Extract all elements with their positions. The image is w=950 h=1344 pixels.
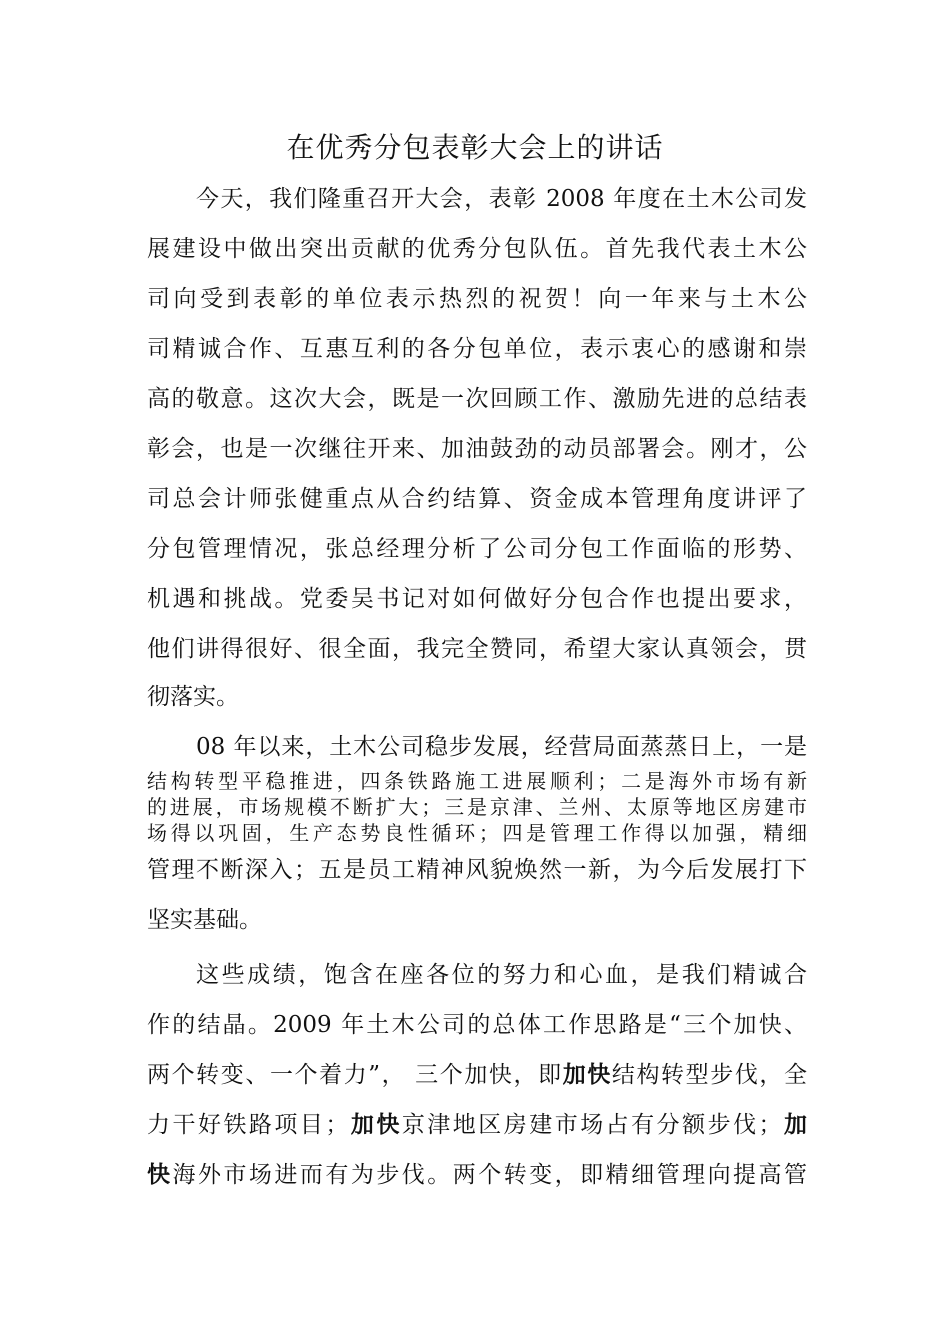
text-run: 结构转型步伐，全 <box>611 1062 808 1088</box>
paragraph-3-line: 作的结晶。2009 年土木公司的总体工作思路是“三个加快、 <box>147 1012 807 1038</box>
paragraph-1-line: 机遇和挑战。党委吴书记对如何做好分包合作也提出要求， <box>147 586 807 612</box>
paragraph-1-line: 司精诚合作、互惠互利的各分包单位，表示衷心的感谢和崇 <box>147 336 807 362</box>
text-run: 京津地区房建市场占有分额步伐； <box>401 1112 782 1138</box>
paragraph-3-line <box>147 1158 807 1192</box>
bold-text-run: 加快 <box>348 1112 402 1138</box>
paragraph-3-line <box>147 1058 807 1092</box>
paragraph-2-line: 管理不断深入；五是员工精神风貌焕然一新，为今后发展打下 <box>147 857 807 883</box>
bold-text-run: 加 <box>781 1112 808 1138</box>
paragraph-2-line: 结构转型平稳推进，四条铁路施工进展顺利；二是海外市场有新 <box>147 769 807 793</box>
bold-text-run: 快 <box>147 1162 173 1188</box>
paragraph-1-line: 彰会，也是一次继往开来、加油鼓劲的动员部署会。刚才，公 <box>147 436 807 462</box>
paragraph-3-line: 这些成绩，饱含在座各位的努力和心血，是我们精诚合 <box>196 962 807 988</box>
text-run: 海外市场进而有为步伐。两个转变，即精细管理向提高管 <box>172 1162 808 1188</box>
document-title: 在优秀分包表彰大会上的讲话 <box>286 131 664 164</box>
paragraph-1-line: 他们讲得很好、很全面，我完全赞同，希望大家认真领会，贯 <box>147 636 807 662</box>
paragraph-2-line: 场得以巩固，生产态势良性循环；四是管理工作得以加强，精细 <box>147 821 807 845</box>
paragraph-1-line: 今天，我们隆重召开大会，表彰 2008 年度在土木公司发 <box>196 186 807 212</box>
paragraph-1-line: 司总会计师张健重点从合约结算、资金成本管理角度讲评了 <box>147 486 807 512</box>
bold-text-run: 加快 <box>562 1062 612 1088</box>
text-run: 力干好铁路项目； <box>147 1112 349 1138</box>
paragraph-3-line <box>147 1108 807 1142</box>
paragraph-1-line: 司向受到表彰的单位表示热烈的祝贺！向一年来与土木公 <box>147 286 807 312</box>
paragraph-2-line: 的进展，市场规模不断扩大；三是京津、兰州、太原等地区房建市 <box>147 795 807 819</box>
paragraph-1-line: 彻落实。 <box>147 684 239 710</box>
paragraph-1-line: 高的敬意。这次大会，既是一次回顾工作、激励先进的总结表 <box>147 386 807 412</box>
paragraph-2-line: 08 年以来，土木公司稳步发展，经营局面蒸蒸日上，一是 <box>196 734 807 760</box>
text-run: 两个转变、一个着力”， 三个加快，即 <box>147 1062 563 1088</box>
paragraph-1-line: 分包管理情况，张总经理分析了公司分包工作面临的形势、 <box>147 536 807 562</box>
paragraph-1-line: 展建设中做出突出贡献的优秀分包队伍。首先我代表土木公 <box>147 236 807 262</box>
paragraph-2-line: 坚实基础。 <box>147 907 262 933</box>
